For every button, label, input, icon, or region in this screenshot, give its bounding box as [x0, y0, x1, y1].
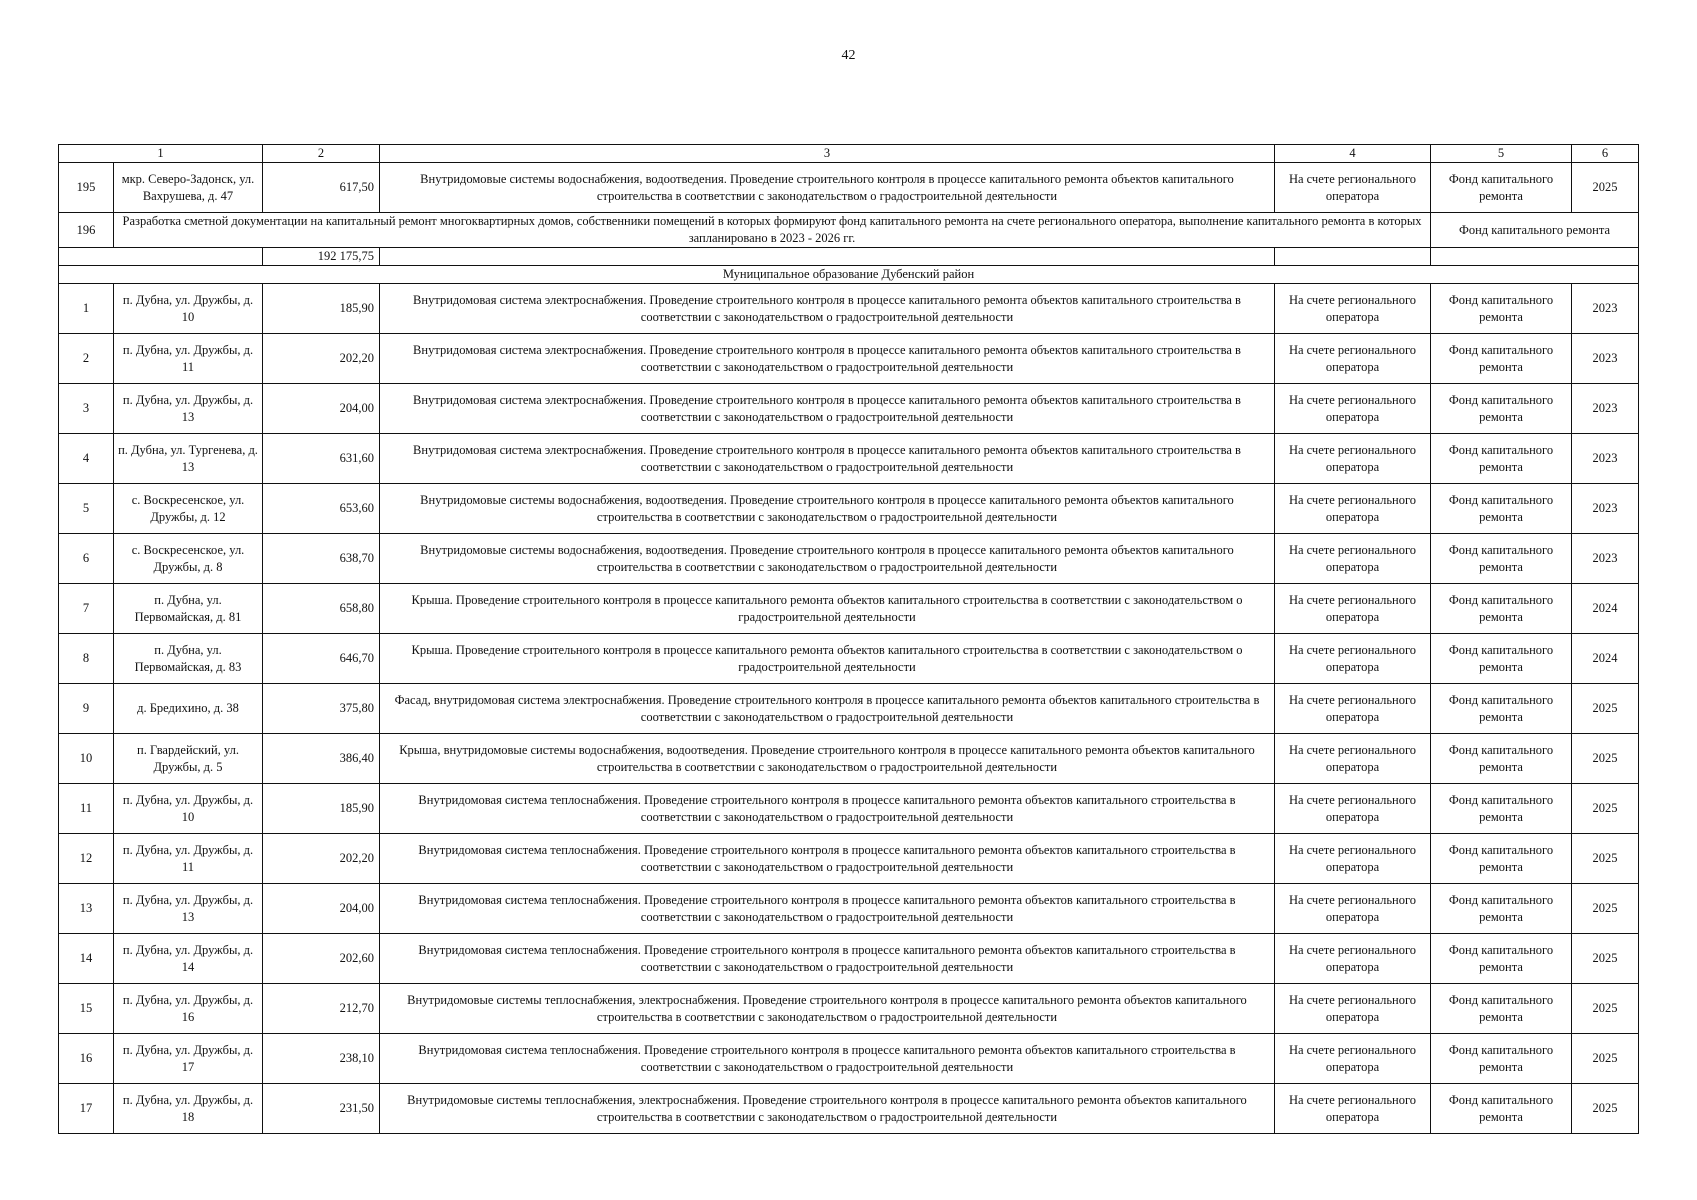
table-row — [59, 934, 1639, 984]
area-cell: 202,60 — [263, 934, 380, 984]
address-cell: п. Дубна, ул. Дружбы, д. 10 — [114, 784, 263, 834]
fund-cell: Фонд капитального ремонта — [1431, 334, 1572, 384]
row-number: 196 — [59, 213, 114, 248]
column-header: 4 — [1275, 145, 1431, 163]
work-description-cell: Внутридомовые системы теплоснабжения, электроснабжения. Проведение строительного контроля в процессе капитального ремонта объектов капитального строительства в соответствии с законодательством о градостроительной деятельности — [380, 1084, 1275, 1134]
table-row — [59, 684, 1639, 734]
total-empty-cell — [1275, 248, 1431, 266]
area-cell: 202,20 — [263, 334, 380, 384]
total-area: 192 175,75 — [263, 248, 380, 266]
fund-cell: Фонд капитального ремонта — [1431, 584, 1572, 634]
year-cell: 2025 — [1572, 984, 1639, 1034]
work-description-cell: Крыша, внутридомовые системы водоснабжения, водоотведения. Проведение строительного контроля в процессе капитального ремонта объектов капитального строительства в соответствии с законодательством о градостроительной деятельности — [380, 734, 1275, 784]
table-row — [59, 1034, 1639, 1084]
area-cell: 653,60 — [263, 484, 380, 534]
row-number: 195 — [59, 163, 114, 213]
work-description-cell: Внутридомовая система электроснабжения. Проведение строительного контроля в процессе капитального ремонта объектов капитального строительства в соответствии с законодательством о градостроительной деятельности — [380, 384, 1275, 434]
work-description-cell: Внутридомовая система теплоснабжения. Проведение строительного контроля в процессе капитального ремонта объектов капитального строительства в соответствии с законодательством о градостроительной деятельности — [380, 1034, 1275, 1084]
fund-cell: Фонд капитального ремонта — [1431, 884, 1572, 934]
area-cell: 638,70 — [263, 534, 380, 584]
fund-cell: Фонд капитального ремонта — [1431, 1034, 1572, 1084]
year-cell: 2025 — [1572, 1034, 1639, 1084]
account-cell: На счете регионального оператора — [1275, 934, 1431, 984]
account-cell: На счете регионального оператора — [1275, 484, 1431, 534]
fund-cell: Фонд капитального ремонта — [1431, 634, 1572, 684]
fund-cell: Фонд капитального ремонта — [1431, 984, 1572, 1034]
fund-cell: Фонд капитального ремонта — [1431, 934, 1572, 984]
table-row — [59, 884, 1639, 934]
column-header: 6 — [1572, 145, 1639, 163]
area-cell: 204,00 — [263, 384, 380, 434]
year-cell: 2024 — [1572, 584, 1639, 634]
area-cell: 658,80 — [263, 584, 380, 634]
address-cell: п. Гвардейский, ул. Дружбы, д. 5 — [114, 734, 263, 784]
year-cell: 2025 — [1572, 734, 1639, 784]
row-number: 3 — [59, 384, 114, 434]
table-row — [59, 163, 1639, 213]
address-cell: д. Бредихино, д. 38 — [114, 684, 263, 734]
address-cell: п. Дубна, ул. Тургенева, д. 13 — [114, 434, 263, 484]
area-cell: 238,10 — [263, 1034, 380, 1084]
account-cell: На счете регионального оператора — [1275, 984, 1431, 1034]
work-description-cell: Внутридомовые системы водоснабжения, водоотведения. Проведение строительного контроля в процессе капитального ремонта объектов капитального строительства в соответствии с законодательством о градостроительной деятельности — [380, 484, 1275, 534]
year-cell: 2025 — [1572, 784, 1639, 834]
fund-cell: Фонд капитального ремонта — [1431, 534, 1572, 584]
row-number: 12 — [59, 834, 114, 884]
estimate-documentation-text: Разработка сметной документации на капитальный ремонт многоквартирных домов, собственники помещений в которых формируют фонд капитального ремонта на счете регионального оператора, выполнение капитального ремонта в которых запланировано в 2023 - 2026 гг. — [114, 213, 1431, 248]
total-label-cell — [59, 248, 263, 266]
work-description-cell: Внутридомовая система теплоснабжения. Проведение строительного контроля в процессе капитального ремонта объектов капитального строительства в соответствии с законодательством о градостроительной деятельности — [380, 784, 1275, 834]
estimate-documentation-row — [59, 213, 1639, 248]
total-empty-cell — [380, 248, 1275, 266]
table-row — [59, 284, 1639, 334]
account-cell: На счете регионального оператора — [1275, 634, 1431, 684]
row-number: 7 — [59, 584, 114, 634]
work-description-cell: Внутридомовые системы теплоснабжения, электроснабжения. Проведение строительного контроля в процессе капитального ремонта объектов капитального строительства в соответствии с законодательством о градостроительной деятельности — [380, 984, 1275, 1034]
work-description-cell: Внутридомовая система теплоснабжения. Проведение строительного контроля в процессе капитального ремонта объектов капитального строительства в соответствии с законодательством о градостроительной деятельности — [380, 834, 1275, 884]
fund-cell: Фонд капитального ремонта — [1431, 213, 1639, 248]
address-cell: п. Дубна, ул. Дружбы, д. 13 — [114, 884, 263, 934]
fund-cell: Фонд капитального ремонта — [1431, 284, 1572, 334]
row-number: 13 — [59, 884, 114, 934]
account-cell: На счете регионального оператора — [1275, 734, 1431, 784]
work-description-cell: Внутридомовая система теплоснабжения. Проведение строительного контроля в процессе капитального ремонта объектов капитального строительства в соответствии с законодательством о градостроительной деятельности — [380, 884, 1275, 934]
work-description-cell: Внутридомовая система электроснабжения. Проведение строительного контроля в процессе капитального ремонта объектов капитального строительства в соответствии с законодательством о градостроительной деятельности — [380, 284, 1275, 334]
address-cell: п. Дубна, ул. Дружбы, д. 17 — [114, 1034, 263, 1084]
row-number: 17 — [59, 1084, 114, 1134]
account-cell: На счете регионального оператора — [1275, 784, 1431, 834]
year-cell: 2025 — [1572, 834, 1639, 884]
table-row — [59, 984, 1639, 1034]
row-number: 5 — [59, 484, 114, 534]
work-description-cell: Крыша. Проведение строительного контроля в процессе капитального ремонта объектов капитального строительства в соответствии с законодательством о градостроительной деятельности — [380, 634, 1275, 684]
column-header-row — [59, 145, 1639, 163]
table-row — [59, 484, 1639, 534]
year-cell: 2023 — [1572, 434, 1639, 484]
work-description-cell: Внутридомовые системы водоснабжения, водоотведения. Проведение строительного контроля в процессе капитального ремонта объектов капитального строительства в соответствии с законодательством о градостроительной деятельности — [380, 534, 1275, 584]
address-cell: п. Дубна, ул. Дружбы, д. 11 — [114, 334, 263, 384]
row-number: 9 — [59, 684, 114, 734]
address-cell: п. Дубна, ул. Первомайская, д. 83 — [114, 634, 263, 684]
fund-cell: Фонд капитального ремонта — [1431, 684, 1572, 734]
area-cell: 375,80 — [263, 684, 380, 734]
year-cell: 2023 — [1572, 334, 1639, 384]
account-cell: На счете регионального оператора — [1275, 1084, 1431, 1134]
account-cell: На счете регионального оператора — [1275, 584, 1431, 634]
address-cell: п. Дубна, ул. Дружбы, д. 10 — [114, 284, 263, 334]
work-description-cell: Внутридомовая система электроснабжения. Проведение строительного контроля в процессе капитального ремонта объектов капитального строительства в соответствии с законодательством о градостроительной деятельности — [380, 434, 1275, 484]
fund-cell: Фонд капитального ремонта — [1431, 484, 1572, 534]
account-cell: На счете регионального оператора — [1275, 384, 1431, 434]
year-cell: 2025 — [1572, 163, 1639, 213]
work-description-cell: Крыша. Проведение строительного контроля в процессе капитального ремонта объектов капитального строительства в соответствии с законодательством о градостроительной деятельности — [380, 584, 1275, 634]
year-cell: 2025 — [1572, 884, 1639, 934]
row-number: 16 — [59, 1034, 114, 1084]
fund-cell: Фонд капитального ремонта — [1431, 734, 1572, 784]
year-cell: 2023 — [1572, 534, 1639, 584]
account-cell: На счете регионального оператора — [1275, 834, 1431, 884]
year-cell: 2025 — [1572, 934, 1639, 984]
work-description-cell: Внутридомовая система электроснабжения. Проведение строительного контроля в процессе капитального ремонта объектов капитального строительства в соответствии с законодательством о градостроительной деятельности — [380, 334, 1275, 384]
fund-cell: Фонд капитального ремонта — [1431, 784, 1572, 834]
account-cell: На счете регионального оператора — [1275, 884, 1431, 934]
fund-cell: Фонд капитального ремонта — [1431, 834, 1572, 884]
repair-program-table — [58, 144, 1639, 1134]
area-cell: 631,60 — [263, 434, 380, 484]
address-cell: п. Дубна, ул. Дружбы, д. 14 — [114, 934, 263, 984]
address-cell: п. Дубна, ул. Дружбы, д. 11 — [114, 834, 263, 884]
table-row — [59, 784, 1639, 834]
table-row — [59, 834, 1639, 884]
address-cell: с. Воскресенское, ул. Дружбы, д. 8 — [114, 534, 263, 584]
row-number: 8 — [59, 634, 114, 684]
account-cell: На счете регионального оператора — [1275, 1034, 1431, 1084]
table-row — [59, 734, 1639, 784]
area-cell: 202,20 — [263, 834, 380, 884]
area-cell: 212,70 — [263, 984, 380, 1034]
account-cell: На счете регионального оператора — [1275, 163, 1431, 213]
column-header: 3 — [380, 145, 1275, 163]
row-number: 14 — [59, 934, 114, 984]
table-row — [59, 384, 1639, 434]
work-description-cell: Внутридомовая система теплоснабжения. Проведение строительного контроля в процессе капитального ремонта объектов капитального строительства в соответствии с законодательством о градостроительной деятельности — [380, 934, 1275, 984]
table-row — [59, 534, 1639, 584]
address-cell: п. Дубна, ул. Дружбы, д. 13 — [114, 384, 263, 434]
address-cell: мкр. Северо-Задонск, ул. Вахрушева, д. 47 — [114, 163, 263, 213]
year-cell: 2023 — [1572, 284, 1639, 334]
column-header: 5 — [1431, 145, 1572, 163]
area-cell: 204,00 — [263, 884, 380, 934]
year-cell: 2024 — [1572, 634, 1639, 684]
fund-cell: Фонд капитального ремонта — [1431, 384, 1572, 434]
year-cell: 2023 — [1572, 384, 1639, 434]
address-cell: п. Дубна, ул. Первомайская, д. 81 — [114, 584, 263, 634]
year-cell: 2025 — [1572, 1084, 1639, 1134]
address-cell: п. Дубна, ул. Дружбы, д. 18 — [114, 1084, 263, 1134]
fund-cell: Фонд капитального ремонта — [1431, 434, 1572, 484]
area-cell: 617,50 — [263, 163, 380, 213]
area-cell: 386,40 — [263, 734, 380, 784]
work-description-cell: Внутридомовые системы водоснабжения, водоотведения. Проведение строительного контроля в процессе капитального ремонта объектов капитального строительства в соответствии с законодательством о градостроительной деятельности — [380, 163, 1275, 213]
total-empty-cell — [1431, 248, 1639, 266]
total-row — [59, 248, 1639, 266]
account-cell: На счете регионального оператора — [1275, 534, 1431, 584]
table-row — [59, 334, 1639, 384]
account-cell: На счете регионального оператора — [1275, 684, 1431, 734]
column-header: 2 — [263, 145, 380, 163]
year-cell: 2023 — [1572, 484, 1639, 534]
column-header: 1 — [59, 145, 263, 163]
area-cell: 185,90 — [263, 784, 380, 834]
table-row — [59, 634, 1639, 684]
row-number: 6 — [59, 534, 114, 584]
row-number: 15 — [59, 984, 114, 1034]
table-row — [59, 584, 1639, 634]
fund-cell: Фонд капитального ремонта — [1431, 1084, 1572, 1134]
address-cell: п. Дубна, ул. Дружбы, д. 16 — [114, 984, 263, 1034]
account-cell: На счете регионального оператора — [1275, 434, 1431, 484]
area-cell: 231,50 — [263, 1084, 380, 1134]
row-number: 10 — [59, 734, 114, 784]
page-number: 42 — [841, 48, 856, 63]
address-cell: с. Воскресенское, ул. Дружбы, д. 12 — [114, 484, 263, 534]
row-number: 4 — [59, 434, 114, 484]
row-number: 2 — [59, 334, 114, 384]
work-description-cell: Фасад, внутридомовая система электроснабжения. Проведение строительного контроля в процессе капитального ремонта объектов капитального строительства в соответствии с законодательством о градостроительной деятельности — [380, 684, 1275, 734]
section-title: Муниципальное образование Дубенский район — [59, 266, 1639, 284]
fund-cell: Фонд капитального ремонта — [1431, 163, 1572, 213]
row-number: 1 — [59, 284, 114, 334]
account-cell: На счете регионального оператора — [1275, 284, 1431, 334]
row-number: 11 — [59, 784, 114, 834]
table-row — [59, 1084, 1639, 1134]
table-row — [59, 434, 1639, 484]
year-cell: 2025 — [1572, 684, 1639, 734]
area-cell: 185,90 — [263, 284, 380, 334]
area-cell: 646,70 — [263, 634, 380, 684]
account-cell: На счете регионального оператора — [1275, 334, 1431, 384]
section-header-row — [59, 266, 1639, 284]
